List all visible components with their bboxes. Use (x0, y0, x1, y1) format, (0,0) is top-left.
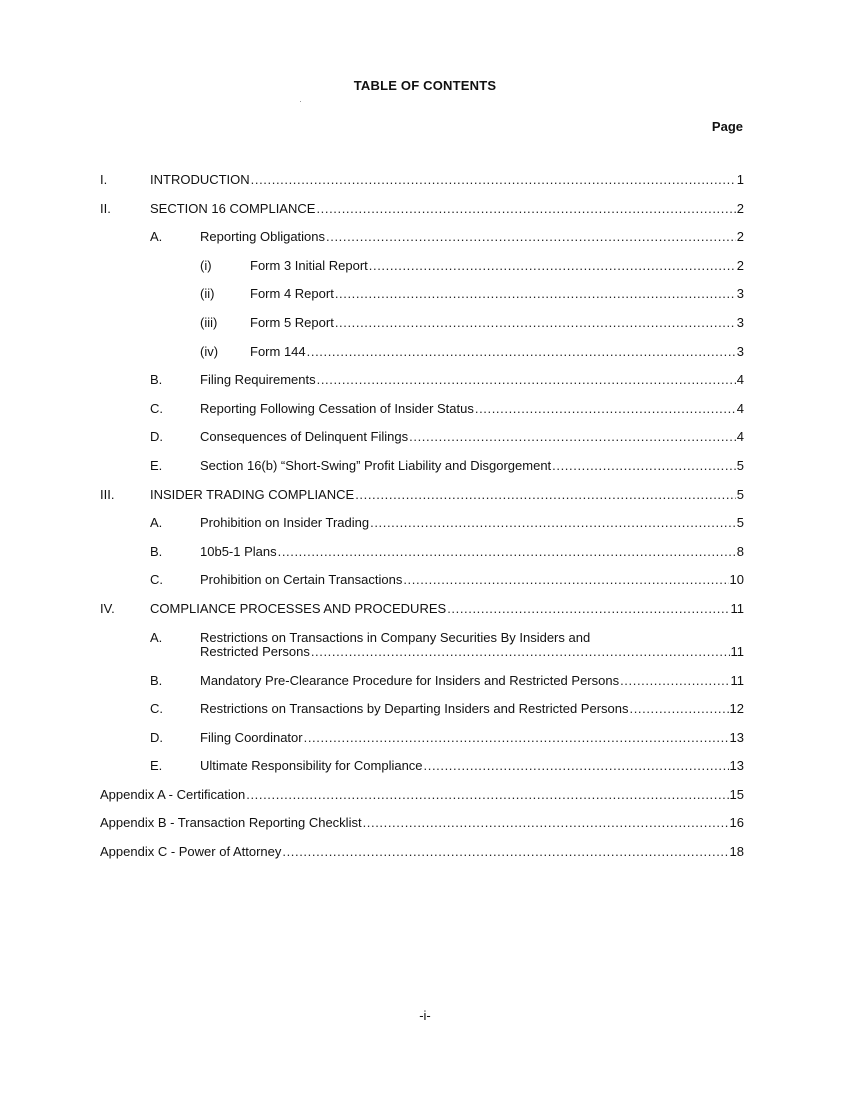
toc-entry-page: 11 (730, 600, 744, 616)
toc-entry[interactable] (0, 509, 850, 538)
toc-entry-number: D. (150, 429, 163, 445)
toc-entry-page: 3 (736, 343, 744, 359)
dot-leader (620, 667, 729, 696)
toc-entry[interactable] (0, 195, 850, 224)
toc-entry[interactable] (0, 724, 850, 753)
toc-entry-page: 12 (729, 701, 744, 717)
toc-entry[interactable] (0, 166, 850, 195)
dot-leader (369, 252, 736, 281)
dot-leader (335, 280, 736, 309)
dot-leader (403, 566, 728, 595)
toc-entry-page: 2 (736, 257, 744, 273)
dot-leader (282, 838, 728, 867)
toc-entry-title: Restrictions on Transactions by Departing Insiders and Restricted Persons (200, 701, 629, 717)
dot-leader (475, 395, 736, 424)
toc-entry-number: C. (150, 400, 163, 416)
toc-entry[interactable] (0, 538, 850, 567)
toc-entry-page: 1 (736, 172, 744, 187)
toc-entry[interactable] (0, 338, 850, 367)
toc-entry-title: Prohibition on Insider Trading (200, 515, 370, 531)
toc-entry-number: I. (100, 172, 108, 187)
toc-entry-title: Ultimate Responsibility for Compliance (200, 758, 423, 774)
toc-entry-number: B. (150, 672, 163, 688)
dot-leader (335, 309, 736, 338)
toc-entry-title: Consequences of Delinquent Filings (200, 429, 409, 445)
toc-entry-page: 5 (736, 515, 744, 531)
table-of-contents (0, 166, 850, 867)
toc-entry-title: Filing Coordinator (200, 729, 303, 745)
toc-entry[interactable] (0, 223, 850, 252)
toc-entry-page: 3 (736, 286, 744, 302)
toc-entry-page: 13 (729, 729, 744, 745)
toc-entry[interactable] (0, 252, 850, 281)
toc-entry-title: Form 144 (250, 343, 306, 359)
toc-entry-number: B. (150, 543, 163, 559)
toc-entry-title: 10b5-1 Plans (200, 543, 277, 559)
dot-leader (552, 452, 736, 481)
toc-entry-page: 16 (729, 815, 744, 831)
dot-leader (424, 752, 729, 781)
toc-entry-title: Form 3 Initial Report (250, 257, 368, 273)
toc-entry-number: A. (150, 629, 163, 645)
toc-entry-number: C. (150, 572, 163, 588)
dot-leader (409, 423, 736, 452)
toc-entry[interactable] (0, 695, 850, 724)
toc-entry[interactable] (0, 452, 850, 481)
dot-leader (311, 638, 730, 667)
toc-entry-title: Prohibition on Certain Transactions (200, 572, 403, 588)
toc-entry-title: Appendix A - Certification (100, 786, 246, 802)
document-title: TABLE OF CONTENTS (353, 78, 497, 93)
toc-entry-page: 3 (736, 314, 744, 330)
toc-entry[interactable] (0, 423, 850, 452)
toc-entry-number: (i) (200, 257, 212, 273)
toc-entry-title: Form 4 Report (250, 286, 334, 302)
toc-entry-page: 10 (729, 572, 744, 588)
dot-leader (355, 481, 736, 510)
dot-leader (304, 724, 729, 753)
toc-entry-title: Form 5 Report (250, 314, 334, 330)
toc-entry-page: 11 (730, 644, 744, 659)
toc-entry-page: 11 (730, 672, 744, 688)
dot-leader (447, 595, 729, 624)
toc-entry-number: A. (150, 515, 163, 531)
toc-entry[interactable] (0, 624, 850, 667)
toc-entry[interactable] (0, 667, 850, 696)
toc-entry-page: 8 (736, 543, 744, 559)
toc-entry[interactable] (0, 280, 850, 309)
toc-appendix-entry[interactable] (0, 809, 850, 838)
toc-entry-page: 5 (736, 486, 744, 502)
toc-entry-title: COMPLIANCE PROCESSES AND PROCEDURES (150, 600, 447, 616)
dot-leader (246, 781, 728, 810)
toc-entry-page: 5 (736, 457, 744, 473)
toc-entry-number: A. (150, 229, 163, 245)
toc-entry[interactable] (0, 595, 850, 624)
dot-leader (278, 538, 736, 567)
dot-leader (307, 338, 736, 367)
toc-entry[interactable] (0, 309, 850, 338)
dot-leader (316, 195, 735, 224)
toc-entry-number: E. (150, 457, 163, 473)
dot-leader (326, 223, 736, 252)
toc-entry[interactable] (0, 395, 850, 424)
toc-entry-page: 2 (736, 229, 744, 245)
toc-entry-title: Appendix C - Power of Attorney (100, 844, 282, 860)
dot-leader (251, 166, 736, 195)
scan-speck (300, 101, 301, 102)
toc-entry-title: Appendix B - Transaction Reporting Checklist (100, 815, 362, 831)
toc-entry-page: 18 (729, 844, 744, 860)
page-column-label: Page (711, 119, 743, 134)
toc-entry-page: 4 (736, 400, 744, 416)
toc-entry-number: C. (150, 701, 163, 717)
toc-entry-title: Restricted Persons (200, 644, 310, 659)
dot-leader (363, 809, 729, 838)
toc-entry-title: Reporting Following Cessation of Insider Status (200, 400, 474, 416)
toc-entry-title: INTRODUCTION (150, 172, 250, 187)
toc-entry-title: INSIDER TRADING COMPLIANCE (150, 486, 355, 502)
toc-entry[interactable] (0, 752, 850, 781)
toc-entry-number: E. (150, 758, 163, 774)
toc-entry[interactable] (0, 566, 850, 595)
dot-leader (370, 509, 736, 538)
toc-entry-page: 4 (736, 372, 744, 388)
toc-entry-number: (ii) (200, 286, 215, 302)
toc-appendix-entry[interactable] (0, 838, 850, 867)
page-number-footer: -i- (419, 1008, 431, 1023)
toc-entry-title: Mandatory Pre-Clearance Procedure for Insiders and Restricted Persons (200, 672, 620, 688)
toc-entry-title: Filing Requirements (200, 372, 316, 388)
toc-entry-title-line1: Restrictions on Transactions in Company Securities By Insiders and (200, 629, 591, 645)
toc-entry-number: IV. (100, 600, 115, 616)
toc-entry-title: SECTION 16 COMPLIANCE (150, 200, 316, 216)
toc-entry-page: 2 (736, 200, 744, 216)
toc-entry[interactable] (0, 366, 850, 395)
toc-entry-number: (iii) (200, 314, 218, 330)
toc-entry-page: 4 (736, 429, 744, 445)
toc-entry-number: (iv) (200, 343, 219, 359)
toc-entry-number: II. (100, 200, 111, 216)
toc-entry-title: Section 16(b) “Short-Swing” Profit Liability and Disgorgement (200, 457, 552, 473)
toc-entry[interactable] (0, 481, 850, 510)
dot-leader (629, 695, 728, 724)
toc-entry-page: 15 (729, 786, 744, 802)
dot-leader (317, 366, 736, 395)
toc-entry-page: 13 (729, 758, 744, 774)
toc-entry-number: III. (100, 486, 115, 502)
toc-appendix-entry[interactable] (0, 781, 850, 810)
toc-entry-number: B. (150, 372, 163, 388)
toc-entry-title: Reporting Obligations (200, 229, 326, 245)
toc-entry-number: D. (150, 729, 163, 745)
